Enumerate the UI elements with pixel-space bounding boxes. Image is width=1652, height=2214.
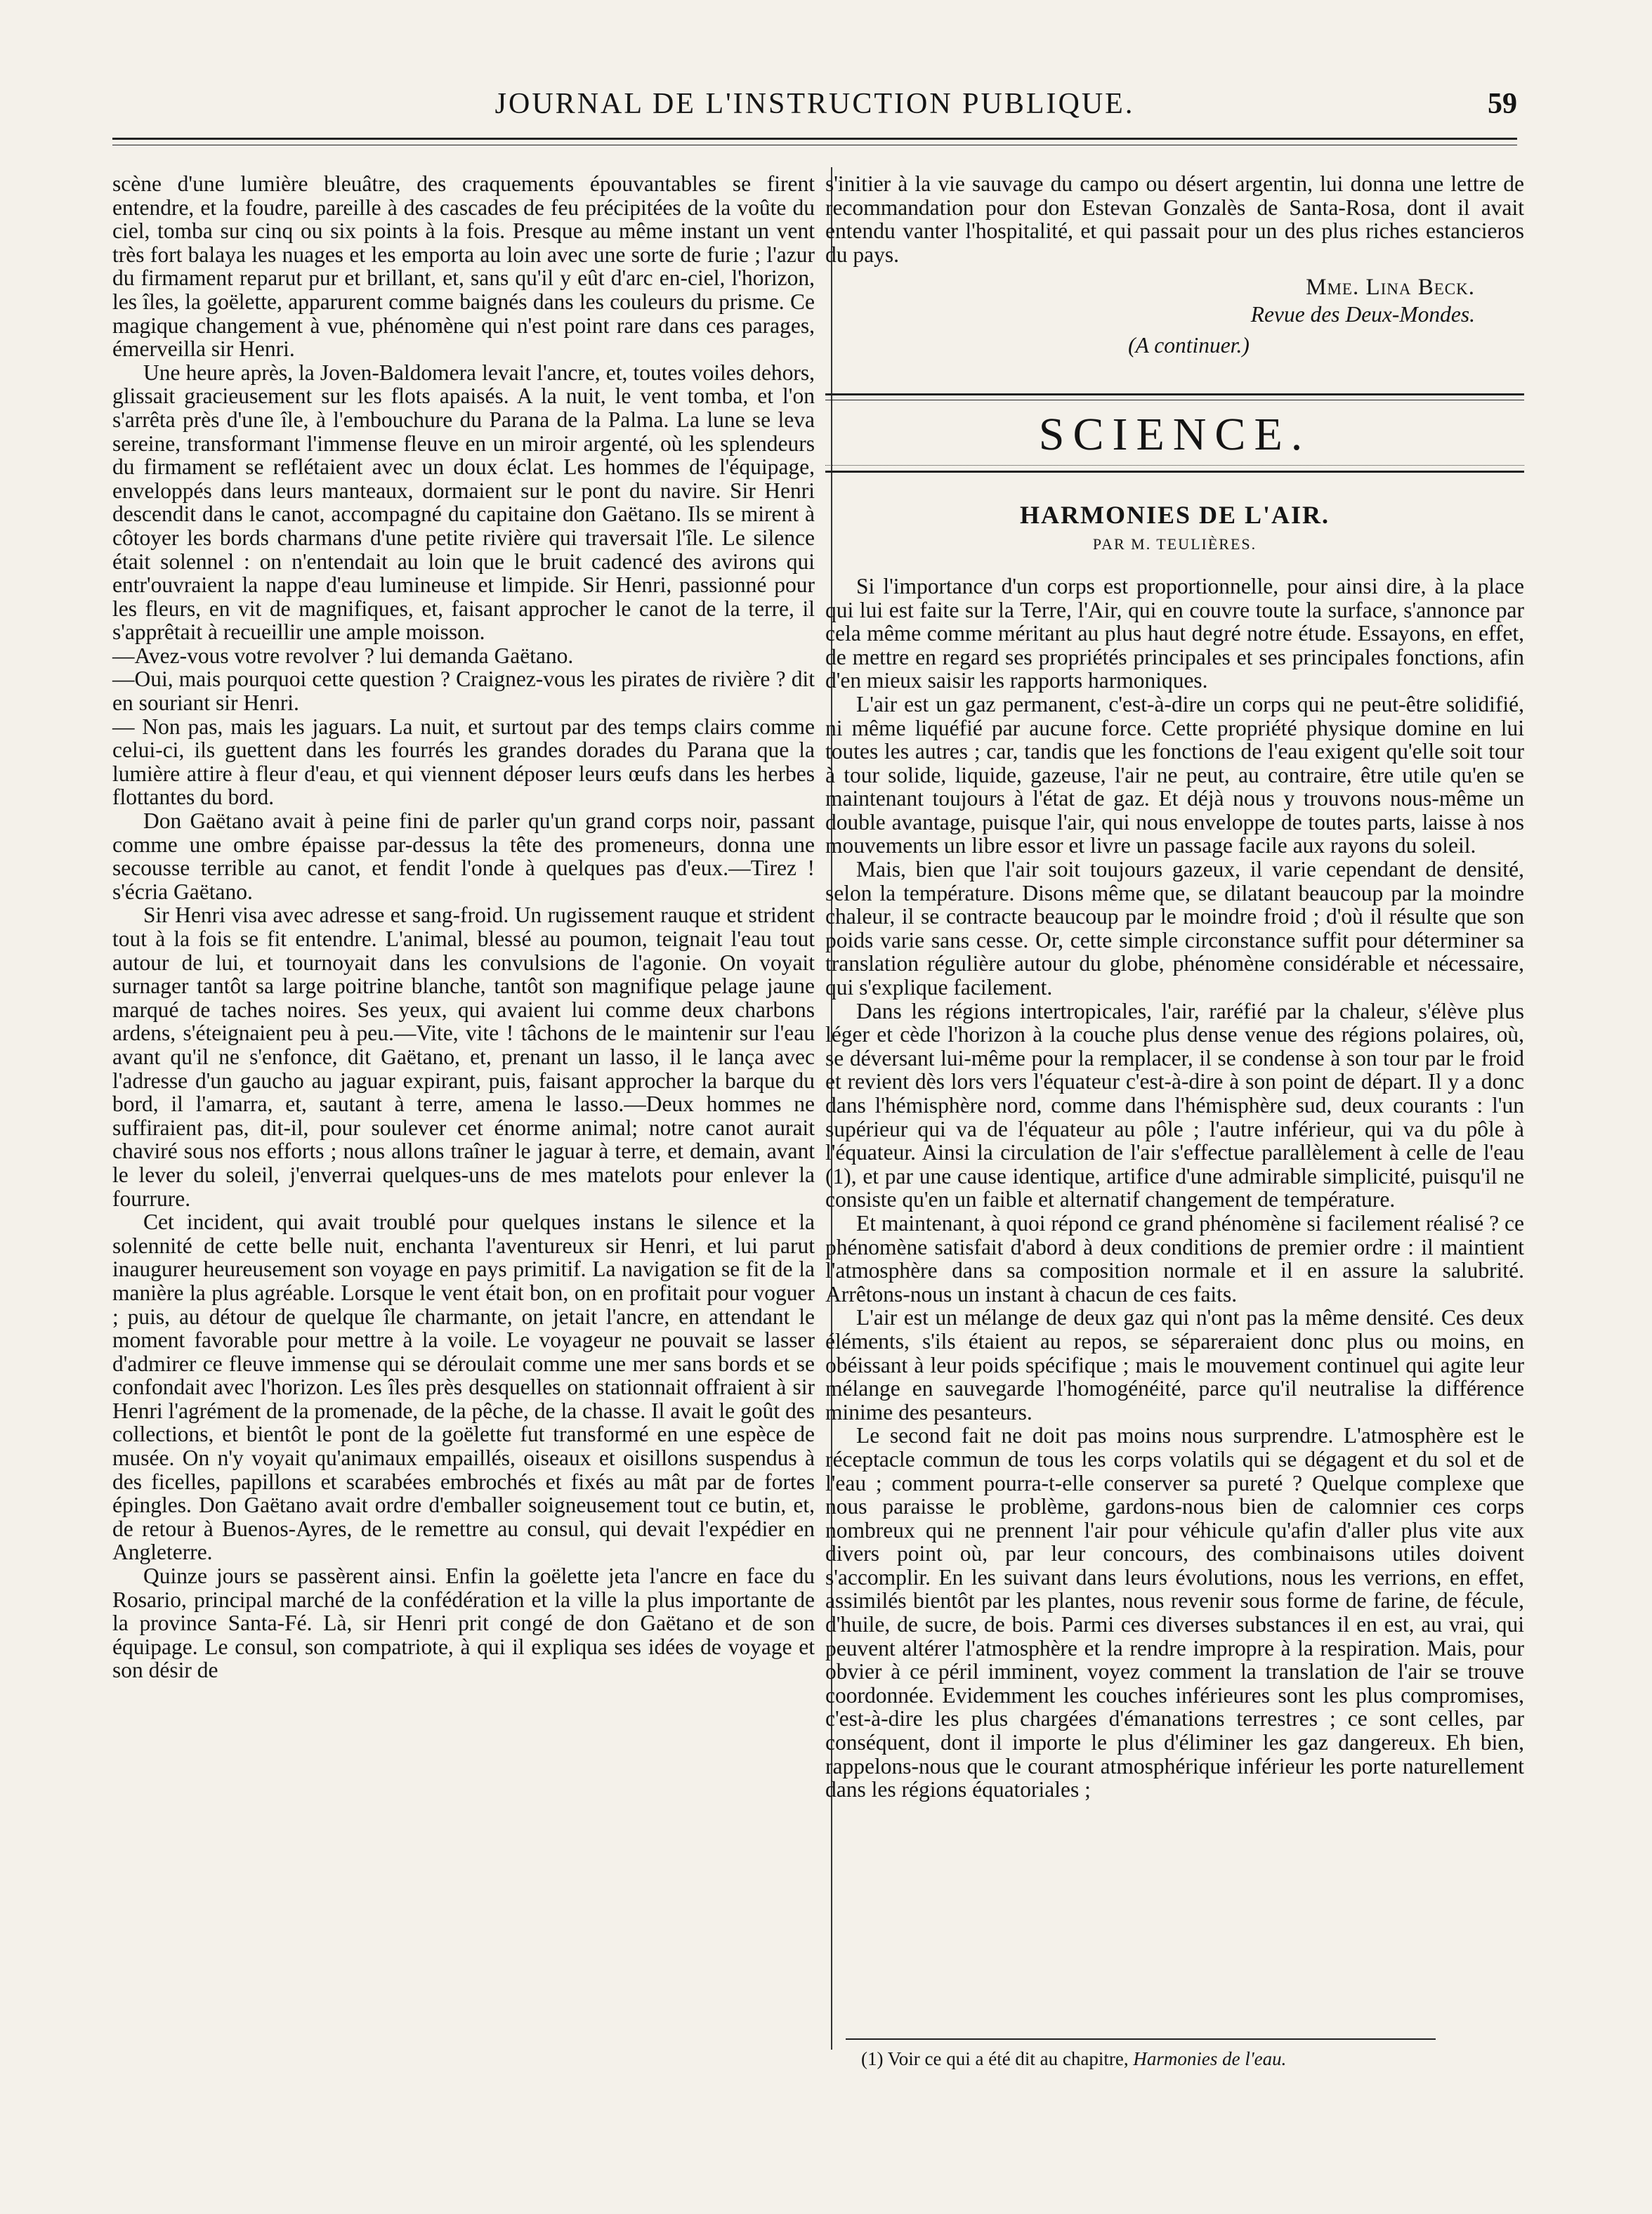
header-rule <box>112 138 1517 145</box>
left-paragraph: Une heure après, la Joven-Baldomera levait l'ancre, et, toutes voiles dehors, glissait gracieusement sur les flots apaisés. A la nuit, le vent tomba, et l'on s'arrêta près d'une île, à l'embouchure du Parana de la Palma. La lune se leva sereine, transformant l'immense fleuve en un miroir argenté, où les splendeurs du firmament se reflétaient avec un doux éclat. Les hommes de l'équipage, enveloppés dans leurs manteaux, dormaient sur le pont du navire. Sir Henri descendit dans le canot, accompagné du capitaine don Gaëtano. Ils se mirent à côtoyer les bords charmans d'une petite rivière qui traversait l'île. Le silence était solennel : on n'entendait au loin que le bruit cadencé des avirons qui entr'ouvraient la nappe d'eau lumineuse et limpide. Sir Henri, passionné pour les fleurs, en vit de magnifiques, et, faisant approcher le canot de la terre, il s'apprêtait à recueillir une ample moisson. <box>112 360 815 645</box>
page-number: 59 <box>1488 88 1517 120</box>
continuation-paragraph: s'initier à la vie sauvage du campo ou désert argentin, lui donna une lettre de recommandation pour don Estevan Gonzalès de Santa-Rosa, dont il avait entendu vanter l'hospitalité, et qui passait pour un des plus riches estancieros du pays. <box>825 171 1524 267</box>
right-column <box>825 172 1524 1802</box>
article-paragraph: Le second fait ne doit pas moins nous surprendre. L'atmosphère est le réceptacle commun de tous les corps volatils qui se dégagent et du sol et de l'eau ; comment pourra-t-elle conserver sa pureté ? Quelque complexe que nous paraisse le problème, gardons-nous bien de calomnier ces corps nombreux qui ne prennent l'air pour véhicule qu'afin d'aller plus vite aux divers point où, par leur concours, des combinaisons utiles doivent s'accomplir. En les suivant dans leurs évolutions, nous les verrions, en effet, assimilés bientôt par les plantes, nous revenir sous forme de farine, de fécule, d'huile, de sucre, de bois. Parmi ces diverses substances il en est, au vrai, qui peuvent altérer l'atmosphère et la rendre impropre à la respiration. Mais, pour obvier à ce péril imminent, voyez comment la translation de l'air se trouve coordonnée. Evidemment les couches inférieures sont les plus compromises, c'est-à-dire les plus chargées d'émanations terrestres ; ce sont celles, par conséquent, dont il importe le plus d'éliminer les gaz dangereux. Eh bien, rappelons-nous que le courant atmosphérique inférieur les porte naturellement dans les régions équatoriales ; <box>825 1423 1524 1802</box>
footnote-text: (1) Voir ce qui a été dit au chapitre, <box>861 2048 1129 2069</box>
footnote <box>861 2048 1493 2070</box>
article-paragraph: L'air est un mélange de deux gaz qui n'ont pas la même densité. Ces deux éléments, s'ils étaient au repos, se sépareraient donc plus ou moins, en obéissant à leur poids spécifique ; mais le mouvement continuel qui agite leur mélange en sauvegarde l'homogénéité, parce qu'il neutralise la différence minime des pesanteurs. <box>825 1305 1524 1424</box>
left-paragraph: —Avez-vous votre revolver ? lui demanda Gaëtano. <box>112 643 574 668</box>
section-rule <box>825 393 1524 400</box>
left-column <box>112 172 815 1682</box>
left-paragraph: Don Gaëtano avait à peine fini de parler qu'un grand corps noir, passant comme une ombre épaisse par-dessus la tête des promeneurs, donna une secousse terrible au canot, et fendit l'onde à quelques pas d'eux.—Tirez ! s'écria Gaëtano. <box>112 808 815 904</box>
journal-title: JOURNAL DE L'INSTRUCTION PUBLIQUE. <box>494 88 1135 120</box>
footnote-title: Harmonies de l'eau. <box>1133 2048 1287 2069</box>
article-paragraph: Mais, bien que l'air soit toujours gazeux, il varie cependant de densité, selon la température. Disons même que, se dilatant beaucoup par la moindre chaleur, il se contracte beaucoup par le moindre froid ; d'où il résulte que son poids varie sans cesse. Or, cette simple circonstance suffit pour déterminer sa translation régulière autour du globe, phénomène considérable et nécessaire, qui s'explique facilement. <box>825 857 1524 1000</box>
to-be-continued: (A continuer.) <box>1128 332 1250 358</box>
article-paragraph: Et maintenant, à quoi répond ce grand phénomène si facilement réalisé ? ce phénomène satisfait d'abord à deux conditions de premier ordre : il maintient l'atmosphère dans sa composition normale et il en assure la salubrité. Arrêtons-nous un instant à chacun de ces faits. <box>825 1210 1524 1306</box>
left-paragraph: scène d'une lumière bleuâtre, des craquements épouvantables se firent entendre, et la foudre, pareille à des cascades de feu précipitées de la voûte du ciel, tomba sur cinq ou six points à la fois. Presque au même instant un vent très fort balaya les nuages et les emporta au loin avec une sorte de furie ; l'azur du firmament reparut pur et brillant, et, sans qu'il y eût d'arc en-ciel, l'horizon, les îles, la goëlette, apparurent comme baignés dans les couleurs du prisme. Ce magique changement à vue, phénomène qui n'est point rare dans ces parages, émerveilla sir Henri. <box>112 171 815 362</box>
article-paragraph: Dans les régions intertropicales, l'air, raréfié par la chaleur, s'élève plus léger et cède l'horizon à la couche plus dense venue des régions polaires, où, se déversant lui-même pour la remplacer, il se condense à son tour par le froid et revient dès lors vers l'équateur c'est-à-dire à son point de départ. Il y a donc dans l'hémisphère nord, comme dans l'hémisphère sud, deux courants : l'un supérieur qui va de l'équateur au pôle ; l'autre inférieur, qui va du pôle à l'équateur. Ainsi la circulation de l'air s'effectue parallèlement à celle de l'eau (1), et par une cause identique, artifice d'une admirable simplicité, puisqu'il ne consiste qu'en un faible et alternatif changement de température. <box>825 998 1524 1212</box>
ornamental-rule <box>825 465 1524 473</box>
left-paragraph: Cet incident, qui avait troublé pour quelques instans le silence et la solennité de cette belle nuit, enchanta l'aventureux sir Henri, et lui parut inaugurer heureusement son voyage en pays primitif. La navigation se fit de la manière la plus agréable. Lorsque le vent était bon, on en profitait pour voguer ; puis, au détour de quelque île charmante, on jetait l'ancre, en attendant le moment favorable pour mettre à la voile. Le voyageur ne pouvait se lasser d'admirer ce fleuve immense qui se déroulait comme une mer sans bords et se confondait avec l'horizon. Les îles près desquelles on stationnait offraient à sir Henri l'agrément de la promenade, de la pêche, de la chasse. Il avait le goût des collections, et bientôt le pont de la goëlette fut transformé en une espèce de musée. On n'y voyait qu'animaux empaillés, oiseaux et oisillons suspendus à des ficelles, papillons et scarabées embrochés et fixés au mât par de fortes épingles. Don Gaëtano avait ordre d'emballer soigneusement tout ce butin, et, de retour à Buenos-Ayres, de le remettre au consul, qui devait l'expédier en Angleterre. <box>112 1210 815 1565</box>
left-paragraph: Sir Henri visa avec adresse et sang-froid. Un rugissement rauque et strident tout à la fois se fit entendre. L'animal, blessé au poumon, teignait l'eau tout autour de lui, et tournoyait dans les convulsions de l'agonie. On voyait surnager tantôt sa large poitrine blanche, tantôt son magnifique pelage jaune marqué de taches noires. Ses yeux, qui avaient lui comme deux charbons ardens, s'éteignaient peu à peu.—Vite, vite ! tâchons de le maintenir sur l'eau avant qu'il ne s'enfonce, dit Gaëtano, et, prenant un lasso, il le lança avec l'adresse d'un gaucho au jaguar expirant, puis, faisant approcher la barque du bord, il l'amarra, et, sautant à terre, amena le lasso.—Deux hommes ne suffiraient pas, dit-il, pour soulever cet énorme animal; notre canot aurait chaviré sous nos efforts ; nous allons traîner le jaguar à terre, et demain, avant le lever du soleil, j'enverrai quelques-uns de mes matelots pour enlever la fourrure. <box>112 903 815 1211</box>
section-title: SCIENCE. <box>1038 409 1311 461</box>
left-paragraph: — Non pas, mais les jaguars. La nuit, et surtout par des temps clairs comme celui-ci, ils guettent dans les fourrés les grandes dorades du Parana que la lumière attire à fleur d'eau, et qui viennent déposer leurs œufs dans les herbes flottantes du bord. <box>112 714 815 810</box>
signature-author: Mme. Lina Beck. <box>1306 275 1475 301</box>
article-title: HARMONIES DE L'AIR. <box>1019 500 1330 529</box>
left-paragraph: Quinze jours se passèrent ainsi. Enfin la goëlette jeta l'ancre en face du Rosario, principal marché de la confédération et la ville la plus importante de la province Santa-Fé. Là, sir Henri prit congé de don Gaëtano et de son équipage. Le consul, son compatriote, à qui il expliqua ses idées de voyage et son désir de <box>112 1564 815 1683</box>
article-paragraph: L'air est un gaz permanent, c'est-à-dire un corps qui ne peut-être solidifié, ni même liquéfié par aucune force. Cette propriété physique domine en lui toutes les autres ; car, tandis que les fonctions de l'eau exigent qu'elle soit tour à tour solide, liquide, gazeuse, l'air ne peut, au contraire, être utile qu'en se maintenant toujours à l'état de gaz. Et déjà nous y trouvons nous-même un double avantage, puisque l'air, qui nous enveloppe de toutes parts, laisse à nos mouvements un libre essor et livre un passage facile aux rayons du soleil. <box>825 691 1524 858</box>
signature-source: Revue des Deux-Mondes. <box>1250 301 1475 327</box>
running-head <box>112 84 1517 126</box>
article-paragraph: Si l'importance d'un corps est proportionnelle, pour ainsi dire, à la place qui lui est faite sur la Terre, l'Air, qui en couvre toute la surface, s'annonce par cela même comme méritant au plus haut degré notre étude. Essayons, en effet, de mettre en regard ses propriétés principales et ses principales fonctions, afin d'en mieux saisir les rapports harmoniques. <box>825 573 1524 693</box>
footnote-rule <box>846 2038 1436 2040</box>
left-paragraph: —Oui, mais pourquoi cette question ? Craignez-vous les pirates de rivière ? dit en souriant sir Henri. <box>112 667 815 716</box>
article-byline: PAR M. TEULIÈRES. <box>1092 535 1257 554</box>
